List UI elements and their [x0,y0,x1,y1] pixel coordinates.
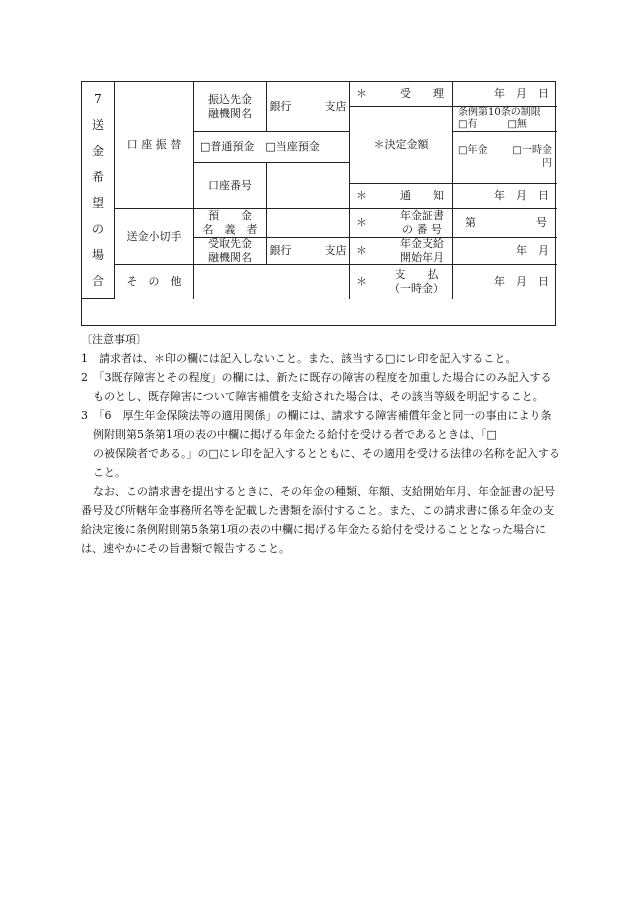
shosho-label [350,209,453,238]
shiharai-date[interactable]: 年 月 日 [494,275,549,289]
notes-heading: 〔注意事項〕 [81,333,147,346]
juri-date[interactable]: 年 月 日 [453,82,557,107]
tsuchi-text: 通 知 [400,189,444,203]
jorei-label: 条例第10条の制限 [458,107,541,118]
furikomi-bank-label: 振込先金 融機関名 [194,82,267,132]
account-type-checkboxes[interactable]: □普通預金 □当座預金 [194,132,350,163]
nenkin-ichijikin[interactable] [453,132,557,184]
shiharai-label [350,265,453,299]
dai-text: 第 [465,216,476,230]
note-item: 1 請求者は、＊印の欄には記入しないこと。また、該当する□にレ印を記入すること。 [81,352,517,365]
tsuchi-label [350,184,453,209]
section-char: 希 [91,169,104,184]
en-unit: 円 [542,157,552,169]
section-7-label [82,82,115,299]
uketori-bank-value[interactable]: 銀行 支店 [267,238,350,265]
section-char: 送 [91,117,104,132]
star-mark: ＊ [356,216,367,230]
shosho-number[interactable] [453,209,557,238]
ketteigaku-label: ＊決定金額 [350,107,453,184]
uketori-bank-label: 受取先金 融機関名 [194,238,267,265]
nenkin-row[interactable] [458,145,552,158]
note-item: 3 「6 厚生年金保険法等の適用関係」の欄には、請求する障害補償年金と同一の事由により条例附則第5条第1項の表の中欄に掲げる年金たる給付を受ける者であるときは、「□ の被保険者である。」の□にレ印を記入するとともに、その適用を受ける法律の名称を記入すること。 [81,409,563,479]
sokin-kogitte-label: 送金小切手 [115,209,194,265]
section-char: 金 [91,143,104,158]
furikomi-bank-value[interactable]: 銀行 支店 [267,82,350,132]
nashi-checkbox[interactable]: □無 [507,119,527,130]
note-paragraph: なお、この請求書を提出するときに、その年金の種類、年額、支給開始年月、年金証書の記号番号及び所轄年金事務所名等を記載した書類を添付すること。また、この請求書に係る年金の支給決定後に条例附則第5条第1項の表の中欄に掲げる年金たる給付を受けることとなった場合には、速やかにその旨書類で報告すること。 [81,485,555,555]
star-mark: ＊ [356,87,367,101]
jorei-seigen[interactable] [453,107,557,132]
holder-block-label: 預 金 名 義 者 [194,209,267,238]
ari-checkbox[interactable]: □有 [458,119,478,130]
account-number-label: 口座番号 [194,163,267,209]
section-char: の [91,221,104,236]
shosho-text: 年金証書 の 番 号 [400,209,444,236]
section-char: 合 [91,273,104,288]
ichijikin-checkbox[interactable]: □一時金 [512,145,552,156]
koza-furikae-label: 口 座 振 替 [115,82,194,209]
ari-nashi[interactable] [458,119,527,132]
juri-label [350,82,453,107]
account-holder-field[interactable] [267,209,350,238]
section-char: 場 [91,247,104,262]
shikyu-kaishi-date[interactable]: 年 月 [453,238,557,265]
remittance-table [81,81,556,326]
section-number: 7 [94,91,102,106]
star-mark: ＊ [356,189,367,203]
go-text: 号 [536,216,547,230]
nenkin-checkbox[interactable]: □年金 [458,145,488,156]
shiharai-text: 支 払 （一時金） [389,268,444,295]
sonota-field[interactable] [194,265,350,299]
star-mark: ＊ [356,244,367,258]
tsuchi-date[interactable]: 年 月 日 [453,184,557,209]
shikyu-kaishi-label [350,238,453,265]
shikyu-kaishi-text: 年金支給 開始年月 [400,238,444,264]
juri-text: 受 理 [400,87,444,101]
note-item: 2 「3既存障害とその程度」の欄には、新たに既存の障害の程度を加重した場合にのみ記入するものとし、既存障害について障害補償を支給された場合は、その該当等級を明記すること。 [81,371,552,403]
notes-section [81,330,561,558]
star-mark: ＊ [356,275,367,289]
account-number-field[interactable] [267,163,350,209]
section-char: 望 [91,195,104,210]
sonota-label: そ の 他 [115,265,194,299]
